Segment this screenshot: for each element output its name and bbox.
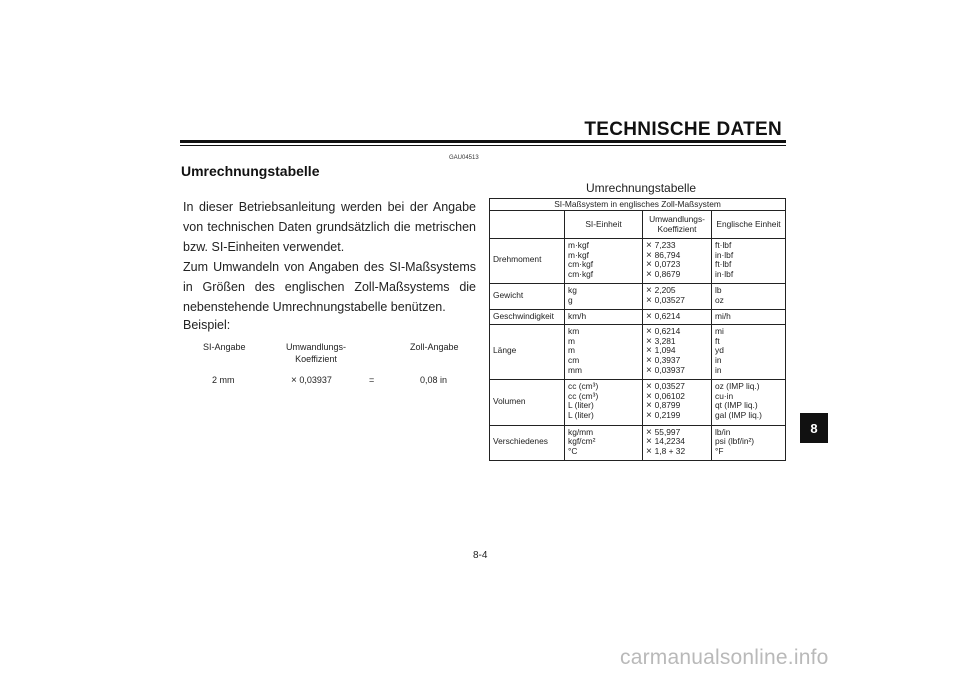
header-rule-thick (180, 140, 786, 143)
row-si-units-line: L (liter) (568, 409, 594, 420)
row-factors-line: 14,2234 (654, 436, 685, 447)
multiply-icon: × (646, 364, 655, 376)
table-row (490, 425, 786, 461)
example-factor-value: 0,03937 (299, 375, 332, 385)
row-english-units (712, 309, 786, 325)
table-span-header: SI-Maßsystem in englisches Zoll-Maßsystem (490, 199, 786, 211)
row-si-units-line: cm·kgf (568, 259, 594, 270)
row-english-units-line: in·lbf (715, 268, 734, 279)
multiply-icon: × (646, 345, 655, 357)
row-english-units-line: oz (715, 294, 724, 305)
row-category-line: Drehmoment (493, 254, 542, 265)
row-si-units-line: m (568, 335, 575, 346)
row-si-units (565, 380, 643, 425)
row-factors-line: 7,233 (654, 240, 676, 250)
row-si-units-line: kg/mm (568, 426, 594, 437)
row-factors-line: 0,03527 (654, 294, 685, 305)
multiply-icon: × (646, 445, 655, 457)
row-si-units-line: m (568, 345, 575, 356)
row-si-units (565, 425, 643, 461)
row-si-units (565, 309, 643, 325)
row-english-units-line: in·lbf (715, 249, 734, 260)
row-english-units-line: qt (IMP liq.) (715, 400, 758, 411)
row-english-units (712, 325, 786, 380)
multiply-icon: × (646, 294, 655, 306)
row-factors-line: 0,6214 (654, 310, 681, 321)
row-english-units-line: mi (715, 326, 724, 337)
example-si-value: 2 mm (212, 375, 235, 385)
row-category-line: Volumen (493, 395, 526, 406)
row-factors (643, 239, 712, 284)
page-header-title: TECHNISCHE DATEN (584, 119, 782, 140)
multiply-icon: × (646, 285, 655, 297)
page-number: 8-4 (473, 550, 488, 561)
multiply-icon: × (646, 326, 655, 338)
row-category-line: Verschiedenes (493, 436, 548, 447)
row-english-units-line: ft (715, 335, 720, 346)
row-category (490, 325, 565, 380)
row-si-units (565, 284, 643, 309)
section-title: Umrechnungstabelle (181, 163, 320, 179)
row-si-units (565, 325, 643, 380)
row-english-units-line: lb (715, 285, 722, 296)
row-factors-line: 0,8799 (654, 400, 681, 411)
row-english-units-line: yd (715, 345, 724, 356)
row-factors-line: 0,6214 (654, 326, 681, 337)
row-category (490, 239, 565, 284)
row-si-units-line: km (568, 326, 580, 337)
row-si-units-line: cc (cm³) (568, 390, 599, 401)
row-english-units-line: mi/h (715, 310, 731, 321)
multiply-icon: × (646, 249, 655, 261)
table-row (490, 284, 786, 309)
row-category-line: Gewicht (493, 290, 524, 301)
example-factor (291, 374, 332, 386)
row-factors-line: 1,8 + 32 (654, 445, 686, 456)
chapter-tab: 8 (800, 413, 828, 443)
multiply-icon: × (646, 335, 655, 347)
conversion-table (489, 198, 786, 461)
row-factors-line: 0,03937 (654, 364, 685, 375)
row-english-units-line: °F (715, 445, 724, 456)
row-si-units-line: cc (cm³) (568, 381, 599, 392)
row-si-units-line: kgf/cm² (568, 436, 596, 447)
row-si-units (565, 239, 643, 284)
multiply-icon: × (291, 375, 297, 386)
table-header-row (490, 211, 786, 239)
row-factors-line: 0,06102 (654, 390, 685, 401)
multiply-icon: × (646, 354, 655, 366)
row-english-units (712, 239, 786, 284)
row-category (490, 380, 565, 425)
multiply-icon: × (646, 409, 655, 421)
table-header-english: Englische Einheit (712, 211, 786, 239)
example-equals: = (369, 375, 375, 385)
row-factors-line: 0,2199 (654, 409, 681, 420)
row-factors (643, 284, 712, 309)
row-si-units-line: °C (568, 445, 578, 456)
row-category (490, 284, 565, 309)
row-factors-line: 86,794 (654, 249, 681, 260)
multiply-icon: × (646, 259, 655, 271)
table-row (490, 325, 786, 380)
multiply-icon: × (646, 268, 655, 280)
example-label: Beispiel: (183, 318, 231, 332)
row-category-line: Geschwindigkeit (493, 310, 554, 321)
table-row (490, 309, 786, 325)
example-inch-value: 0,08 in (420, 375, 448, 385)
row-factors-line: 0,3937 (654, 354, 681, 365)
row-english-units-line: ft·lbf (715, 259, 732, 270)
table-row (490, 380, 786, 425)
example-si-header: SI-Angabe (203, 342, 246, 352)
row-english-units-line: lb/in (715, 426, 731, 437)
table-header-empty (490, 211, 565, 239)
row-english-units (712, 425, 786, 461)
table-header-factor: Umwandlungs- Koeffizient (643, 211, 712, 239)
row-factors-line: 55,997 (654, 426, 681, 437)
row-factors (643, 325, 712, 380)
example-inch-header: Zoll-Angabe (410, 342, 459, 352)
row-factors-line: 0,0723 (654, 259, 681, 270)
row-english-units-line: oz (IMP liq.) (715, 381, 760, 392)
intro-paragraph: In dieser Betriebsanleitung werden bei der Angabe von technischen Daten grundsätzlich die metrischen bzw. SI-Einheiten verwendet. (183, 200, 476, 254)
multiply-icon: × (646, 240, 655, 251)
table-span-header-row (490, 199, 786, 211)
row-english-units (712, 284, 786, 309)
row-si-units-line: g (568, 294, 573, 305)
conversion-paragraph: Zum Umwandeln von Angaben des SI-Maßsystems in Größen des englischen Zoll-Maßsystems die nebenstehende Umrechnungstabelle benützen. (183, 260, 476, 314)
multiply-icon: × (646, 436, 655, 448)
row-factors (643, 309, 712, 325)
row-si-units-line: m·kgf (568, 249, 589, 260)
row-si-units-line: L (liter) (568, 400, 594, 411)
row-factors-line: 0,03527 (654, 381, 685, 392)
row-english-units-line: in (715, 364, 722, 375)
multiply-icon: × (646, 390, 655, 402)
row-factors-line: 0,8679 (654, 268, 681, 279)
multiply-icon: × (646, 310, 655, 322)
row-factors-line: 2,205 (654, 285, 676, 296)
row-si-units-line: cm·kgf (568, 268, 594, 279)
row-si-units-line: cm (568, 354, 580, 365)
row-factors-line: 3,281 (654, 335, 676, 346)
row-si-units-line: kg (568, 285, 577, 296)
table-row (490, 239, 786, 284)
row-si-units-line: m·kgf (568, 240, 589, 250)
row-category (490, 309, 565, 325)
row-category (490, 425, 565, 461)
example-factor-header: Umwandlungs- Koeffizient (285, 342, 347, 364)
row-category-line: Länge (493, 345, 517, 356)
row-si-units-line: km/h (568, 310, 587, 321)
header-rule-thin (180, 145, 786, 146)
row-english-units-line: ft·lbf (715, 240, 732, 250)
multiply-icon: × (646, 426, 655, 438)
table-header-si: SI-Einheit (565, 211, 643, 239)
row-si-units-line: mm (568, 364, 582, 375)
row-factors (643, 425, 712, 461)
row-english-units-line: cu·in (715, 390, 734, 401)
row-factors-line: 1,094 (654, 345, 676, 356)
table-title: Umrechnungstabelle (586, 181, 697, 195)
multiply-icon: × (646, 400, 655, 412)
row-english-units-line: psi (lbf/in²) (715, 436, 755, 447)
multiply-icon: × (646, 381, 655, 393)
row-english-units-line: gal (IMP liq.) (715, 409, 762, 420)
section-code: GAU04513 (449, 155, 479, 161)
row-english-units-line: in (715, 354, 722, 365)
row-english-units (712, 380, 786, 425)
row-factors (643, 380, 712, 425)
watermark: carmanualsonline.info (620, 646, 829, 669)
